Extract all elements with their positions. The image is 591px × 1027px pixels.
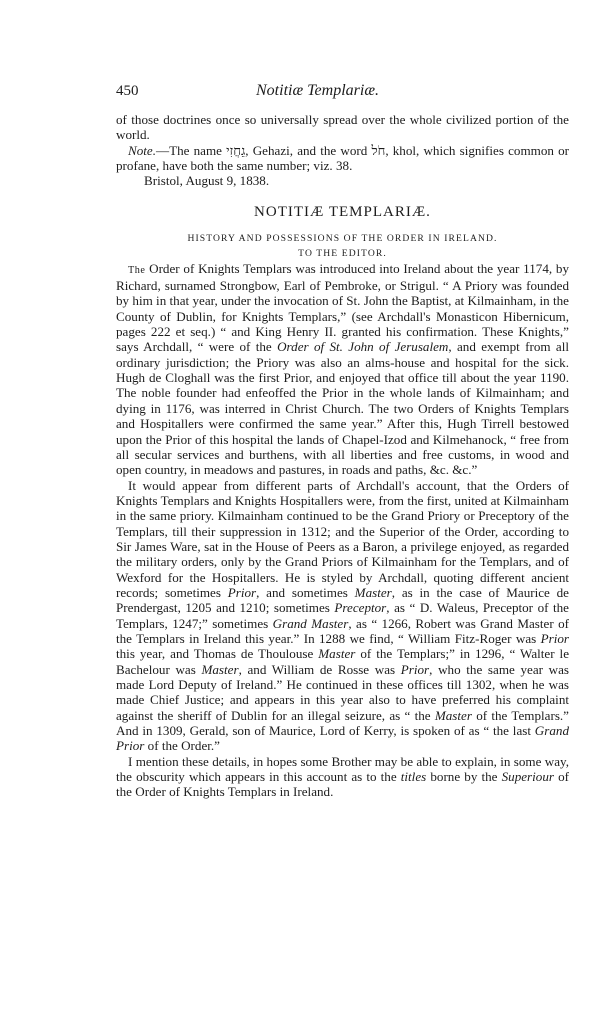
hebrew-gehazi: גֵחֲזִי (226, 142, 246, 158)
page-number: 450 (116, 83, 139, 99)
paragraph-2: It would appear from different parts of Archdall's account, that the Orders of Knights Templars and Knights Hospitallers were, from the first, united at Kilmainham in the same priory. Kilmainham continued to be the Grand Priory or Preceptory of the Templars, till their suppression in 1312; and the Superior of the Order, according to Sir James Ware, sat in the House of Peers as a Baron, a privilege enjoyed, as regarded the military orders, only by the Grand Priors of Kilmainham for the Templars, and of Wexford for the Hospitallers. He is styled by Archdall, quoting different ancient records; sometimes Prior, and sometimes Master, as in the case of Maurice de Prendergast, 1205 and 1210; sometimes Preceptor, as “ D. Waleus, Preceptor of the Templars, 1247;” sometimes Grand Master, as “ 1266, Robert was Grand Master of the Templars in Ireland this year.” In 1288 we find, “ William Fitz-Roger was Prior this year, and Thomas de Thoulouse Master of the Templars;” in 1296, “ Walter le Bachelour was Master, and William de Rosse was Prior, who the same year was made Lord Deputy of Ireland.” He continued in these offices till 1302, when he was made Chief Justice; and appears in this year also to have preferred his complaint against the sheriff of Dublin for an illegal seizure, as “ the Master of the Templars.” And in 1309, Gerald, son of Maurice, Lord of Kerry, is spoken of as “ the last Grand Prior of the Order.” (116, 477, 570, 754)
hebrew-khol: חֹל (371, 142, 386, 158)
article-addressee: TO THE EDITOR. (298, 247, 387, 259)
page-header (116, 82, 569, 112)
signature-line: Bristol, August 9, 1838. (144, 173, 270, 189)
running-title: Notitiæ Templariæ. (256, 82, 379, 99)
paragraph-1: The Order of Knights Templars was introduced into Ireland about the year 1174, by Richard, surnamed Strongbow, Earl of Pembroke, or Strigul. “ A Priory was founded by him in that year, under the invocation of St. John the Baptist, at Kilmainham, in the County of Dublin, for Knights Templars,” (see Archdall's Monasticon Hibernicum, pages 222 et seq.) “ and King Henry II. granted his confirmation. These Knights,” says Archdall, “ were of the Order of St. John of Jerusalem, and exempt from all ordinary jurisdiction; the Priory was also an alms-house and hospital for the sick. Hugh de Cloghall was the first Prior, and enjoyed that office till about the year 1190. The noble founder had enfeoffed the Prior in the whole lands of Kilmainham; and dying in 1176, was interred in Christ Church. The two Orders of Knights Templars and Hospitallers were confirmed the same year.” After this, Hugh Tirrell bestowed upon the Prior of this hospital the lands of Chapel-Izod and Kilmehanock, “ free from all secular services and burthens, with all liberties and free customs, in wood and open country, in meadows and pastures, in roads and paths, &c. &c.” (116, 260, 569, 478)
note-paragraph: Note.—The name גֵחֲזִי, Gehazi, and the word חֹל, khol, which signifies common or profane, have both the same number; viz. 38. (116, 142, 569, 174)
opening-small-caps: The (128, 264, 146, 276)
article-title: NOTITIÆ TEMPLARIÆ. (254, 203, 431, 220)
article-subtitle: HISTORY AND POSSESSIONS OF THE ORDER IN IRELAND. (187, 232, 498, 244)
continuation-text: of those doctrines once so universally spread over the whole civilized portion of the world. (116, 112, 569, 143)
note-label: Note. (128, 142, 157, 158)
paragraph-3: I mention these details, in hopes some Brother may be able to explain, in some way, the obscurity which appears in this account as to the titles borne by the Superiour of the Order of Knights Templars in Ireland. (116, 753, 569, 800)
